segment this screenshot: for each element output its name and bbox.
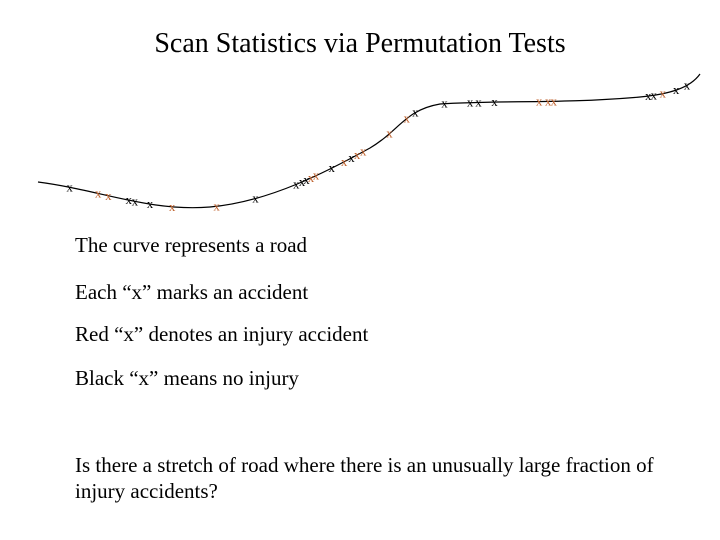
road-curve	[38, 74, 700, 208]
road-accident-diagram	[0, 0, 720, 225]
no-injury-accident-mark: x	[125, 192, 133, 208]
no-injury-accident-mark: x	[348, 150, 355, 166]
injury-accident-mark: x	[213, 198, 220, 214]
no-injury-accident-mark: x	[293, 176, 300, 192]
injury-accident-mark: x	[94, 185, 102, 201]
no-injury-accident-mark: x	[131, 193, 139, 209]
legend-line-accident: Each “x” marks an accident	[75, 280, 309, 304]
no-injury-accident-mark: x	[303, 172, 310, 188]
legend-line-road: The curve represents a road	[75, 233, 308, 257]
no-injury-accident-mark: x	[491, 94, 498, 110]
no-injury-accident-mark: x	[252, 190, 259, 206]
injury-accident-mark: x	[312, 167, 320, 183]
no-injury-accident-mark: x	[66, 179, 73, 195]
injury-accident-mark: x	[544, 93, 552, 109]
legend-line-injury: Red “x” denotes an injury accident	[75, 322, 369, 346]
no-injury-accident-mark: x	[146, 196, 154, 212]
accident-marks	[66, 77, 690, 214]
no-injury-accident-mark: x	[475, 94, 482, 110]
no-injury-accident-mark: x	[441, 95, 448, 111]
injury-accident-mark: x	[307, 170, 315, 186]
injury-accident-mark: x	[168, 198, 176, 214]
injury-accident-mark: x	[659, 85, 666, 101]
no-injury-accident-mark: x	[412, 104, 419, 120]
legend-line-no-injury: Black “x” means no injury	[75, 366, 299, 390]
injury-accident-mark: x	[403, 110, 411, 126]
injury-accident-mark: x	[353, 147, 361, 163]
injury-accident-mark: x	[340, 153, 348, 169]
injury-accident-mark: x	[535, 93, 543, 109]
question-text: Is there a stretch of road where there is an unusually large fraction of injury accidents?	[75, 453, 654, 503]
no-injury-accident-mark: x	[672, 82, 680, 98]
injury-accident-mark: x	[550, 93, 557, 109]
no-injury-accident-mark: x	[466, 94, 474, 110]
injury-accident-mark: x	[386, 125, 393, 141]
injury-accident-mark: x	[359, 143, 367, 159]
no-injury-accident-mark: x	[645, 88, 652, 104]
no-injury-accident-mark: x	[298, 173, 306, 189]
slide-title: Scan Statistics via Permutation Tests	[154, 28, 566, 59]
injury-accident-mark: x	[105, 187, 112, 203]
no-injury-accident-mark: x	[650, 87, 658, 103]
no-injury-accident-mark: x	[683, 77, 691, 93]
no-injury-accident-mark: x	[328, 160, 335, 176]
